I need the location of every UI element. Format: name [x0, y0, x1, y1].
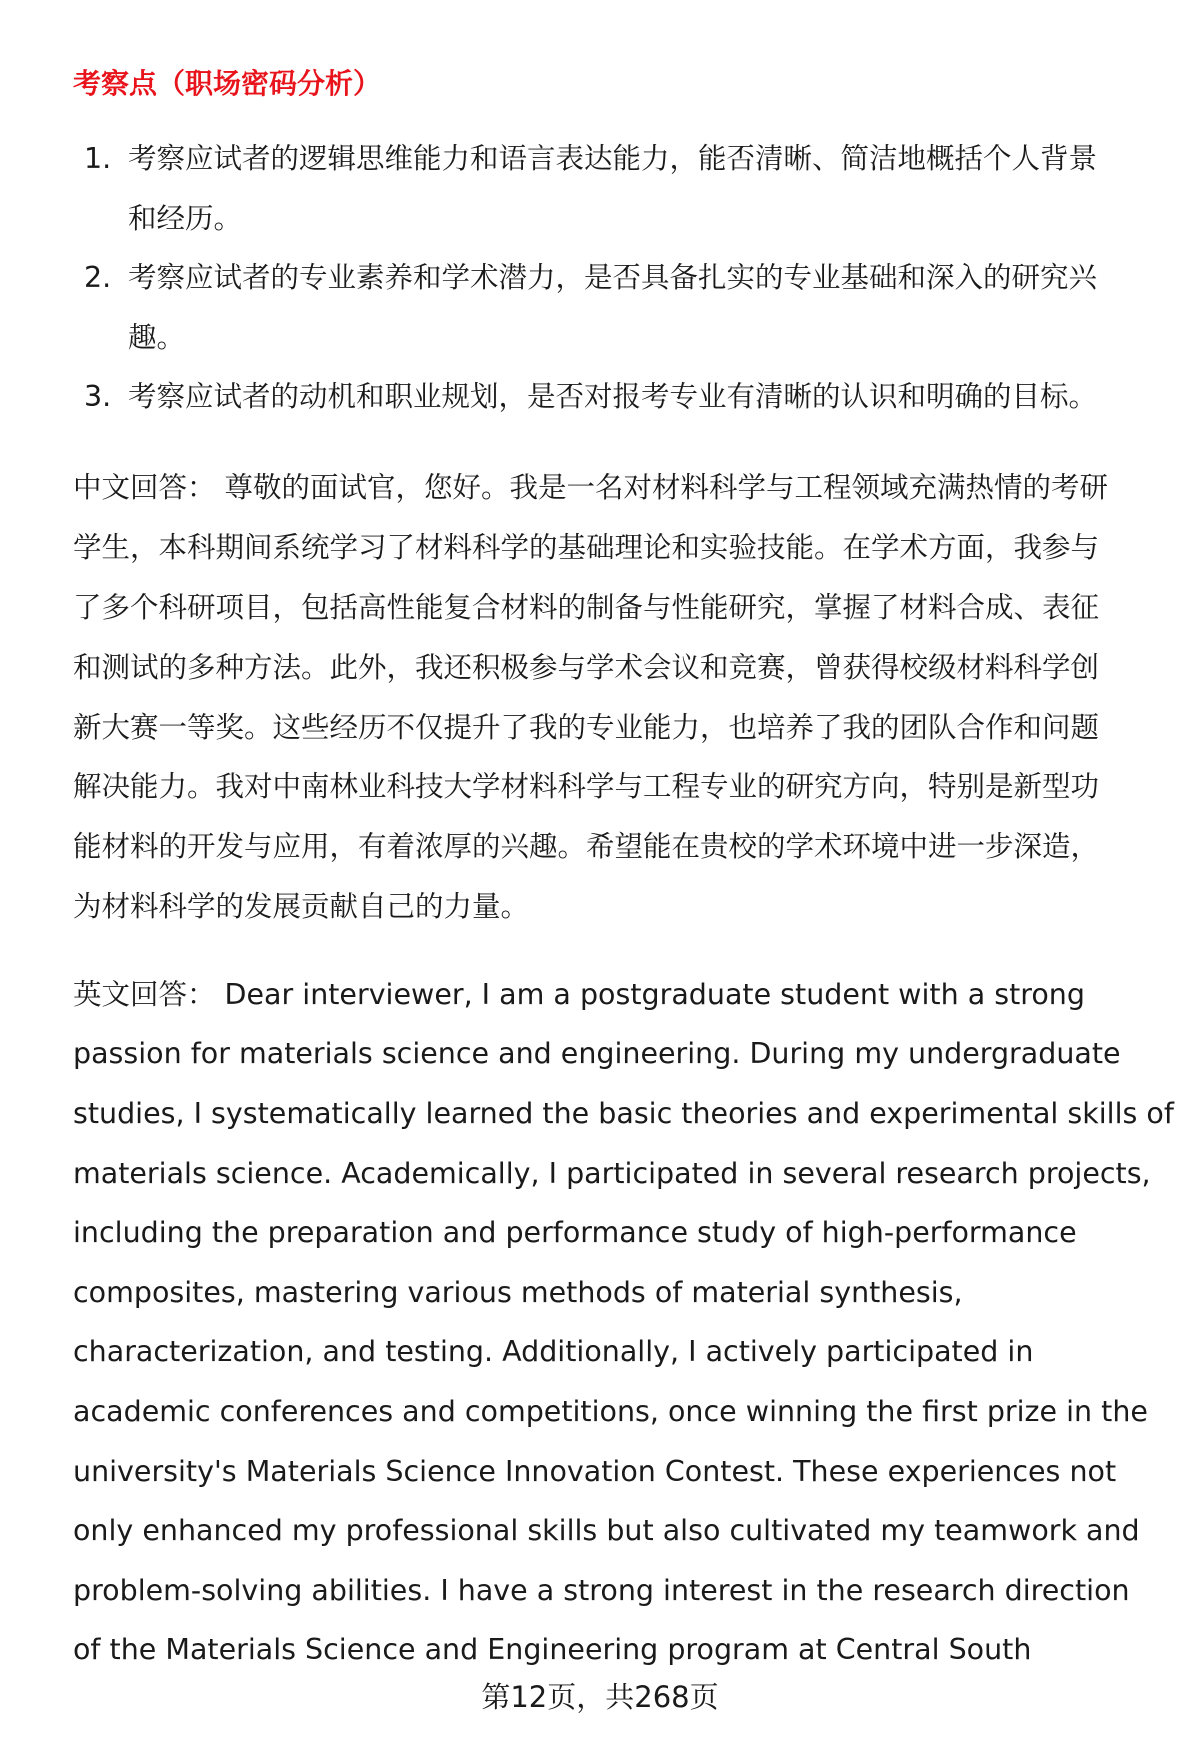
answer-line: 为材料科学的发展贡献自己的力量。	[73, 890, 530, 923]
answer-line: including the preparation and performance study of high-performance	[73, 1216, 1077, 1249]
answer-line: characterization, and testing. Additionally, I actively participated in	[73, 1335, 1034, 1368]
answer-line: 了多个科研项目，包括高性能复合材料的制备与性能研究，掌握了材料合成、表征	[73, 591, 1100, 624]
answer-line: studies, I systematically learned the basic theories and experimental skills of	[73, 1097, 1174, 1130]
answer-line: of the Materials Science and Engineering program at Central South	[73, 1633, 1032, 1666]
page-number: 第12页，共268页	[481, 1680, 719, 1714]
answer-line: passion for materials science and engineering. During my undergraduate	[73, 1037, 1121, 1070]
point-text: 考察应试者的动机和职业规划，是否对报考专业有清晰的认识和明确的目标。	[128, 380, 1098, 413]
point-text: 趣。	[128, 321, 186, 354]
point-text: 考察应试者的专业素养和学术潜力，是否具备扎实的专业基础和深入的研究兴	[128, 261, 1098, 294]
answer-line: 新大赛一等奖。这些经历不仅提升了我的专业能力，也培养了我的团队合作和问题	[73, 711, 1100, 744]
answer-line: 和测试的多种方法。此外，我还积极参与学术会议和竞赛，曾获得校级材料科学创	[73, 651, 1100, 684]
answer-line: 解决能力。我对中南林业科技大学材料科学与工程专业的研究方向，特别是新型功	[73, 770, 1100, 803]
answer-line: 中文回答： 尊敬的面试官，您好。我是一名对材料科学与工程领域充满热情的考研	[73, 471, 1109, 504]
answer-line: problem-solving abilities. I have a strong interest in the research direction	[73, 1574, 1130, 1607]
answer-line: 英文回答： Dear interviewer, I am a postgraduate student with a strong	[73, 978, 1085, 1011]
answer-line: materials science. Academically, I participated in several research projects,	[73, 1157, 1151, 1190]
answer-line: academic conferences and competitions, once winning the first prize in the	[73, 1395, 1148, 1428]
point-number: 2.	[84, 261, 112, 294]
answer-line: 能材料的开发与应用，有着浓厚的兴趣。希望能在贵校的学术环境中进一步深造，	[73, 830, 1100, 863]
answer-line: 学生，本科期间系统学习了材料科学的基础理论和实验技能。在学术方面，我参与	[73, 531, 1100, 564]
point-number: 3.	[84, 380, 112, 413]
point-text: 和经历。	[128, 202, 243, 235]
section-title: 考察点（职场密码分析）	[73, 67, 382, 100]
answer-line: university's Materials Science Innovation Contest. These experiences not	[73, 1455, 1117, 1488]
answer-line: composites, mastering various methods of material synthesis,	[73, 1276, 963, 1309]
point-text: 考察应试者的逻辑思维能力和语言表达能力，能否清晰、简洁地概括个人背景	[128, 142, 1098, 175]
point-number: 1.	[84, 142, 112, 175]
answer-line: only enhanced my professional skills but also cultivated my teamwork and	[73, 1514, 1140, 1547]
